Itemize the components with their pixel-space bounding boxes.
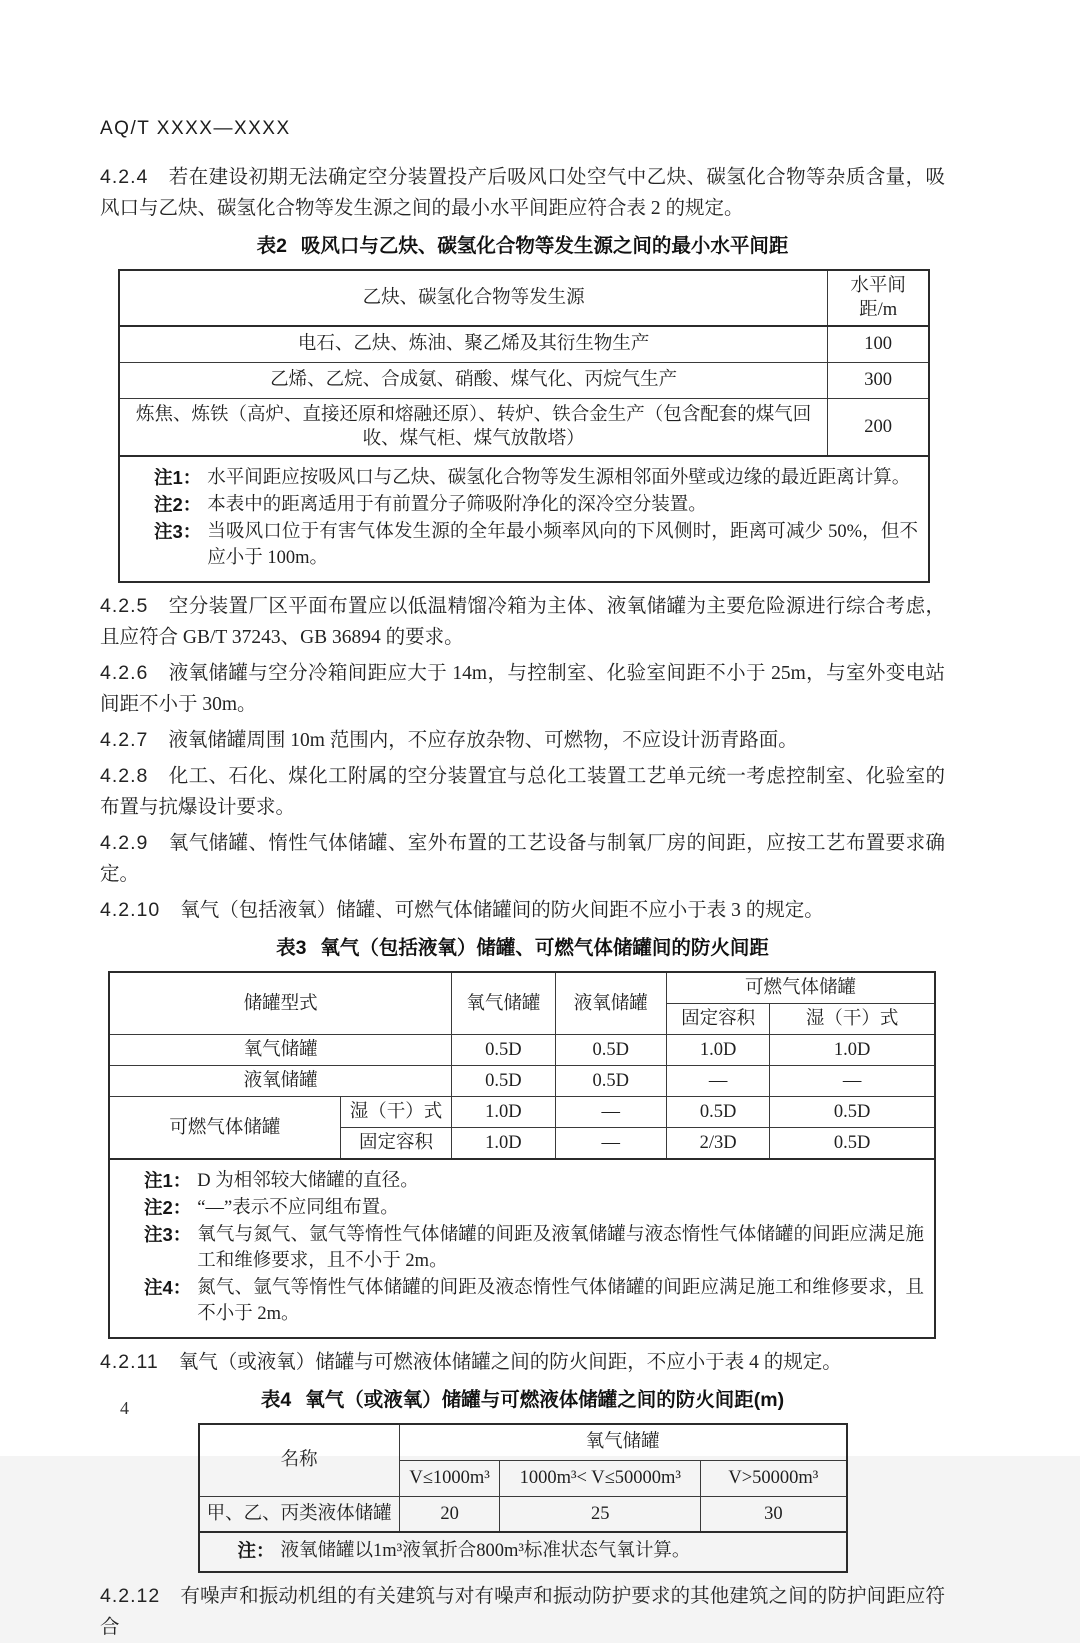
table4 bbox=[198, 1423, 848, 1573]
clause-text: 有噪声和振动机组的有关建筑与对有噪声和振动防护要求的其他建筑之间的防护间距应符合 bbox=[100, 1586, 945, 1638]
table-cell: 20 bbox=[399, 1496, 499, 1532]
table4-title bbox=[100, 1384, 945, 1412]
table4-header-name: 名称 bbox=[199, 1424, 400, 1496]
table-cell: 电石、乙炔、炼油、聚乙烯及其衍生物生产 bbox=[119, 326, 828, 362]
clause-text: 氧气（或液氧）储罐与可燃液体储罐之间的防火间距，不应小于表 4 的规定。 bbox=[178, 1352, 842, 1373]
table-row bbox=[119, 326, 929, 362]
clause-text: 若在建设初期无法确定空分装置投产后吸风口处空气中乙炔、碳氢化合物等杂质含量，吸风口与乙炔、碳氢化合物等发生源之间的最小水平间距应符合表 2 的规定。 bbox=[100, 167, 945, 219]
table3-header-flammable-group: 可燃气体储罐 bbox=[667, 972, 935, 1004]
table-cell: 乙烯、乙烷、合成氨、硝酸、煤气化、丙烷气生产 bbox=[119, 362, 828, 398]
clause-text: 空分装置厂区平面布置应以低温精馏冷箱为主体、液氧储罐为主要危险源进行综合考虑，且应符合 GB/T 37243、GB 36894 的要求。 bbox=[100, 596, 945, 648]
table-cell: 固定容积 bbox=[340, 1128, 452, 1160]
table3-header-wet-dry: 湿（干）式 bbox=[770, 1004, 935, 1035]
clause-4-2-4 bbox=[100, 162, 945, 224]
clause-number: 4.2.5 bbox=[100, 595, 149, 617]
note-label: 注2： bbox=[154, 494, 202, 515]
table-cell: 氧气储罐 bbox=[109, 1035, 452, 1066]
table-cell: 1.0D bbox=[667, 1035, 770, 1066]
clause-text: 液氧储罐周围 10m 范围内，不应存放杂物、可燃物，不应设计沥青路面。 bbox=[168, 730, 798, 751]
table2-notes-cell bbox=[119, 456, 929, 582]
table3-header-oxygen: 氧气储罐 bbox=[452, 972, 555, 1035]
table-cell: 液氧储罐 bbox=[109, 1066, 452, 1097]
table-note bbox=[144, 1275, 924, 1327]
table-cell: 0.5D bbox=[452, 1035, 555, 1066]
table-cell: 湿（干）式 bbox=[340, 1097, 452, 1128]
table3-header-row-1 bbox=[109, 972, 935, 1004]
table-note bbox=[144, 1195, 924, 1221]
clause-number: 4.2.4 bbox=[100, 166, 149, 188]
table-cell: 0.5D bbox=[667, 1097, 770, 1128]
note-text: 本表中的距离适用于有前置分子筛吸附净化的深冷空分装置。 bbox=[207, 495, 707, 515]
clause-4-2-6 bbox=[100, 658, 945, 720]
table3-title bbox=[100, 932, 945, 960]
table-cell: 0.5D bbox=[452, 1066, 555, 1097]
clause-text: 氧气储罐、惰性气体储罐、室外布置的工艺设备与制氧厂房的间距，应按工艺布置要求确定。 bbox=[100, 833, 945, 885]
note-label: 注： bbox=[237, 1540, 275, 1561]
table2-header-row bbox=[119, 270, 929, 326]
table3-title-text: 氧气（包括液氧）储罐、可燃气体储罐间的防火间距 bbox=[320, 937, 769, 959]
table-cell: 1.0D bbox=[770, 1035, 935, 1066]
table4-header-oxygen-group: 氧气储罐 bbox=[399, 1424, 846, 1460]
note-label: 注3： bbox=[144, 1224, 192, 1245]
table-cell: 25 bbox=[500, 1496, 701, 1532]
table-cell: 30 bbox=[701, 1496, 847, 1532]
clause-number: 4.2.8 bbox=[100, 765, 149, 787]
clause-text: 氧气（包括液氧）储罐、可燃气体储罐间的防火间距不应小于表 3 的规定。 bbox=[180, 900, 824, 921]
table3-header-liquid-oxygen: 液氧储罐 bbox=[555, 972, 667, 1035]
note-text: 水平间距应按吸风口与乙炔、碳氢化合物等发生源相邻面外壁或边缘的最近距离计算。 bbox=[207, 468, 911, 488]
table-note bbox=[144, 1222, 924, 1274]
table2-label: 表2 bbox=[256, 235, 287, 257]
note-text: 氮气、氩气等惰性气体储罐的间距及液态惰性气体储罐的间距应满足施工和维修要求，且不小于 2m。 bbox=[197, 1278, 924, 1324]
table3-notes-cell bbox=[109, 1159, 935, 1338]
note-label: 注1： bbox=[154, 467, 202, 488]
table2-header-distance: 水平间距/m bbox=[828, 270, 929, 326]
note-text: 当吸风口位于有害气体发生源的全年最小频率风向的下风侧时，距离可减少 50%，但不应小于 100m。 bbox=[207, 522, 918, 568]
table-cell: 炼焦、炼铁（高炉、直接还原和熔融还原）、转炉、铁合金生产（包含配套的煤气回收、煤气柜、煤气放散塔） bbox=[119, 398, 828, 456]
table-cell: 0.5D bbox=[555, 1035, 667, 1066]
clause-text: 化工、石化、煤化工附属的空分装置宜与总化工装置工艺单元统一考虑控制室、化验室的布置与抗爆设计要求。 bbox=[100, 766, 945, 818]
table3-notes-row bbox=[109, 1159, 935, 1338]
table3-label: 表3 bbox=[276, 937, 307, 959]
table-cell: 0.5D bbox=[555, 1066, 667, 1097]
clause-4-2-8 bbox=[100, 761, 945, 823]
table4-title-text: 氧气（或液氧）储罐与可燃液体储罐之间的防火间距(m) bbox=[305, 1389, 785, 1411]
table-row bbox=[109, 1066, 935, 1097]
table-cell: — bbox=[770, 1066, 935, 1097]
table3-header-tank-type: 储罐型式 bbox=[109, 972, 452, 1035]
table-cell: 2/3D bbox=[667, 1128, 770, 1160]
clause-4-2-9 bbox=[100, 828, 945, 890]
table-cell: — bbox=[555, 1128, 667, 1160]
note-label: 注2： bbox=[144, 1197, 192, 1218]
clause-number: 4.2.9 bbox=[100, 832, 149, 854]
table-cell: 甲、乙、丙类液体储罐 bbox=[199, 1496, 400, 1532]
table-note bbox=[154, 519, 918, 571]
table-cell: 0.5D bbox=[770, 1128, 935, 1160]
table-row bbox=[109, 1097, 935, 1128]
note-text: “—”表示不应同组布置。 bbox=[197, 1198, 399, 1218]
table4-label: 表4 bbox=[260, 1389, 292, 1411]
clause-4-2-5 bbox=[100, 591, 945, 653]
table2-title-text: 吸风口与乙炔、碳氢化合物等发生源之间的最小水平间距 bbox=[300, 235, 789, 257]
clause-4-2-11 bbox=[100, 1347, 945, 1378]
note-label: 注3： bbox=[154, 521, 202, 542]
clause-number: 4.2.10 bbox=[100, 899, 161, 921]
table-note bbox=[154, 492, 918, 518]
table-cell: 0.5D bbox=[770, 1097, 935, 1128]
table-cell: — bbox=[555, 1097, 667, 1128]
doc-header-code: AQ/T XXXX—XXXX bbox=[100, 118, 291, 139]
table2-header-source: 乙炔、碳氢化合物等发生源 bbox=[119, 270, 828, 326]
note-text: D 为相邻较大储罐的直径。 bbox=[197, 1171, 419, 1191]
table4-note-row bbox=[199, 1532, 847, 1572]
clause-number: 4.2.11 bbox=[100, 1351, 159, 1373]
table2-title bbox=[100, 230, 945, 258]
table-row bbox=[119, 398, 929, 456]
table-cell: 可燃气体储罐 bbox=[109, 1097, 340, 1160]
table3 bbox=[108, 971, 936, 1339]
clause-number: 4.2.6 bbox=[100, 662, 149, 684]
clause-4-2-7 bbox=[100, 725, 945, 756]
clause-number: 4.2.12 bbox=[100, 1585, 161, 1607]
table-cell: 300 bbox=[828, 362, 929, 398]
table-cell: 1.0D bbox=[452, 1128, 555, 1160]
note-label: 注4： bbox=[144, 1277, 192, 1298]
table4-header-vol-3: V>50000m³ bbox=[701, 1460, 847, 1496]
table-note bbox=[154, 465, 918, 491]
table2 bbox=[118, 269, 930, 583]
table-cell: — bbox=[667, 1066, 770, 1097]
clause-number: 4.2.7 bbox=[100, 729, 149, 751]
table-note bbox=[238, 1538, 836, 1564]
table-row bbox=[119, 362, 929, 398]
clause-4-2-10 bbox=[100, 895, 945, 926]
table4-header-vol-2: 1000m³< V≤50000m³ bbox=[500, 1460, 701, 1496]
table-row bbox=[199, 1496, 847, 1532]
table4-header-vol-1: V≤1000m³ bbox=[399, 1460, 499, 1496]
note-text: 氧气与氮气、氩气等惰性气体储罐的间距及液氧储罐与液态惰性气体储罐的间距应满足施工和维修要求，且不小于 2m。 bbox=[197, 1225, 924, 1271]
table-note bbox=[144, 1168, 924, 1194]
table4-note-cell bbox=[199, 1532, 847, 1572]
table3-header-fixed-volume: 固定容积 bbox=[667, 1004, 770, 1035]
table-cell: 200 bbox=[828, 398, 929, 456]
table-cell: 100 bbox=[828, 326, 929, 362]
note-label: 注1： bbox=[144, 1170, 192, 1191]
table-cell: 1.0D bbox=[452, 1097, 555, 1128]
note-text: 液氧储罐以1m³液氧折合800m³标准状态气氧计算。 bbox=[280, 1541, 691, 1561]
page-number: 4 bbox=[120, 1398, 129, 1418]
clause-text: 液氧储罐与空分冷箱间距应大于 14m，与控制室、化验室间距不小于 25m，与室外变电站间距不小于 30m。 bbox=[100, 663, 945, 715]
table2-notes-row bbox=[119, 456, 929, 582]
clause-4-2-12 bbox=[100, 1581, 945, 1643]
table4-header-row-1 bbox=[199, 1424, 847, 1460]
table-row bbox=[109, 1035, 935, 1066]
